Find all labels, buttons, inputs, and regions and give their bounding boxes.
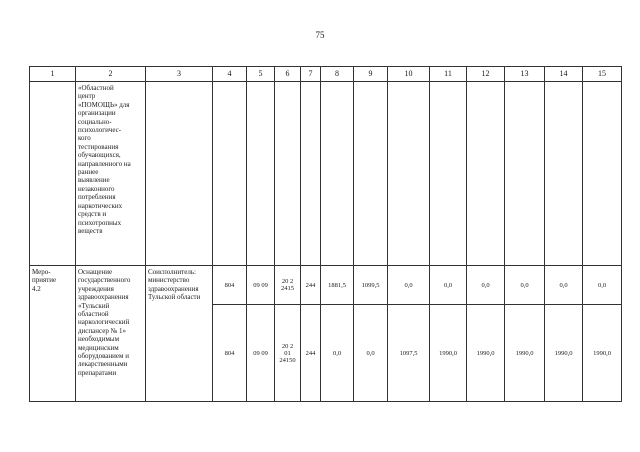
cell-c10: 0,0	[388, 266, 430, 305]
cell-c15: 1990,0	[583, 305, 622, 402]
col-header: 5	[247, 67, 275, 82]
cell-c15: 0,0	[583, 266, 622, 305]
cell-c14: 0,0	[545, 266, 583, 305]
cell-c13: 0,0	[505, 266, 545, 305]
measure-description: Оснащение государственного учреждения здравоохранения «Тульский областной наркологический диспансер № 1» необходимым медицинским оборудованием и лекарственными препаратами	[76, 266, 146, 402]
cell-c9: 0,0	[354, 305, 388, 402]
cell-c6: 20 2 2415	[275, 266, 301, 305]
measure-name: Меро- приятие 4.2	[30, 266, 76, 402]
col-header: 12	[467, 67, 505, 82]
table-row	[30, 266, 622, 305]
col-header: 3	[146, 67, 213, 82]
cell-c8: 1881,5	[321, 266, 354, 305]
cell-c7: 244	[301, 305, 321, 402]
cell-c13: 1990,0	[505, 305, 545, 402]
cell-c12: 1990,0	[467, 305, 505, 402]
budget-table	[29, 66, 622, 402]
col-header: 7	[301, 67, 321, 82]
col-header: 14	[545, 67, 583, 82]
cell-c11: 1990,0	[430, 305, 467, 402]
col-header: 6	[275, 67, 301, 82]
cell-c4: 804	[213, 266, 247, 305]
col-header: 11	[430, 67, 467, 82]
cell-c10: 1097,5	[388, 305, 430, 402]
col-header: 10	[388, 67, 430, 82]
continuation-description: «Областной центр «ПОМОЩЬ» для организации социально- психологичес- кого тестирования обучающихся, направленного на раннее выявление незаконного потребления наркотических средств и психотропных веществ	[76, 82, 146, 266]
cell-c11: 0,0	[430, 266, 467, 305]
cell-c4: 804	[213, 305, 247, 402]
col-header: 4	[213, 67, 247, 82]
col-header: 8	[321, 67, 354, 82]
cell-c6: 20 2 01 24150	[275, 305, 301, 402]
col-header: 9	[354, 67, 388, 82]
cell-c5: 09 09	[247, 305, 275, 402]
col-header: 15	[583, 67, 622, 82]
cell-c9: 1099,5	[354, 266, 388, 305]
col-header: 2	[76, 67, 146, 82]
cell-c7: 244	[301, 266, 321, 305]
header-row	[30, 67, 622, 82]
col-header: 13	[505, 67, 545, 82]
page-number: 75	[315, 30, 325, 40]
cell-c14: 1990,0	[545, 305, 583, 402]
cell-c5: 09 09	[247, 266, 275, 305]
cell-c12: 0,0	[467, 266, 505, 305]
cell-c8: 0,0	[321, 305, 354, 402]
table-row	[30, 82, 622, 266]
col-header: 1	[30, 67, 76, 82]
measure-executor: Соисполнитель: министерство здравоохранения Тульской области	[146, 266, 213, 402]
